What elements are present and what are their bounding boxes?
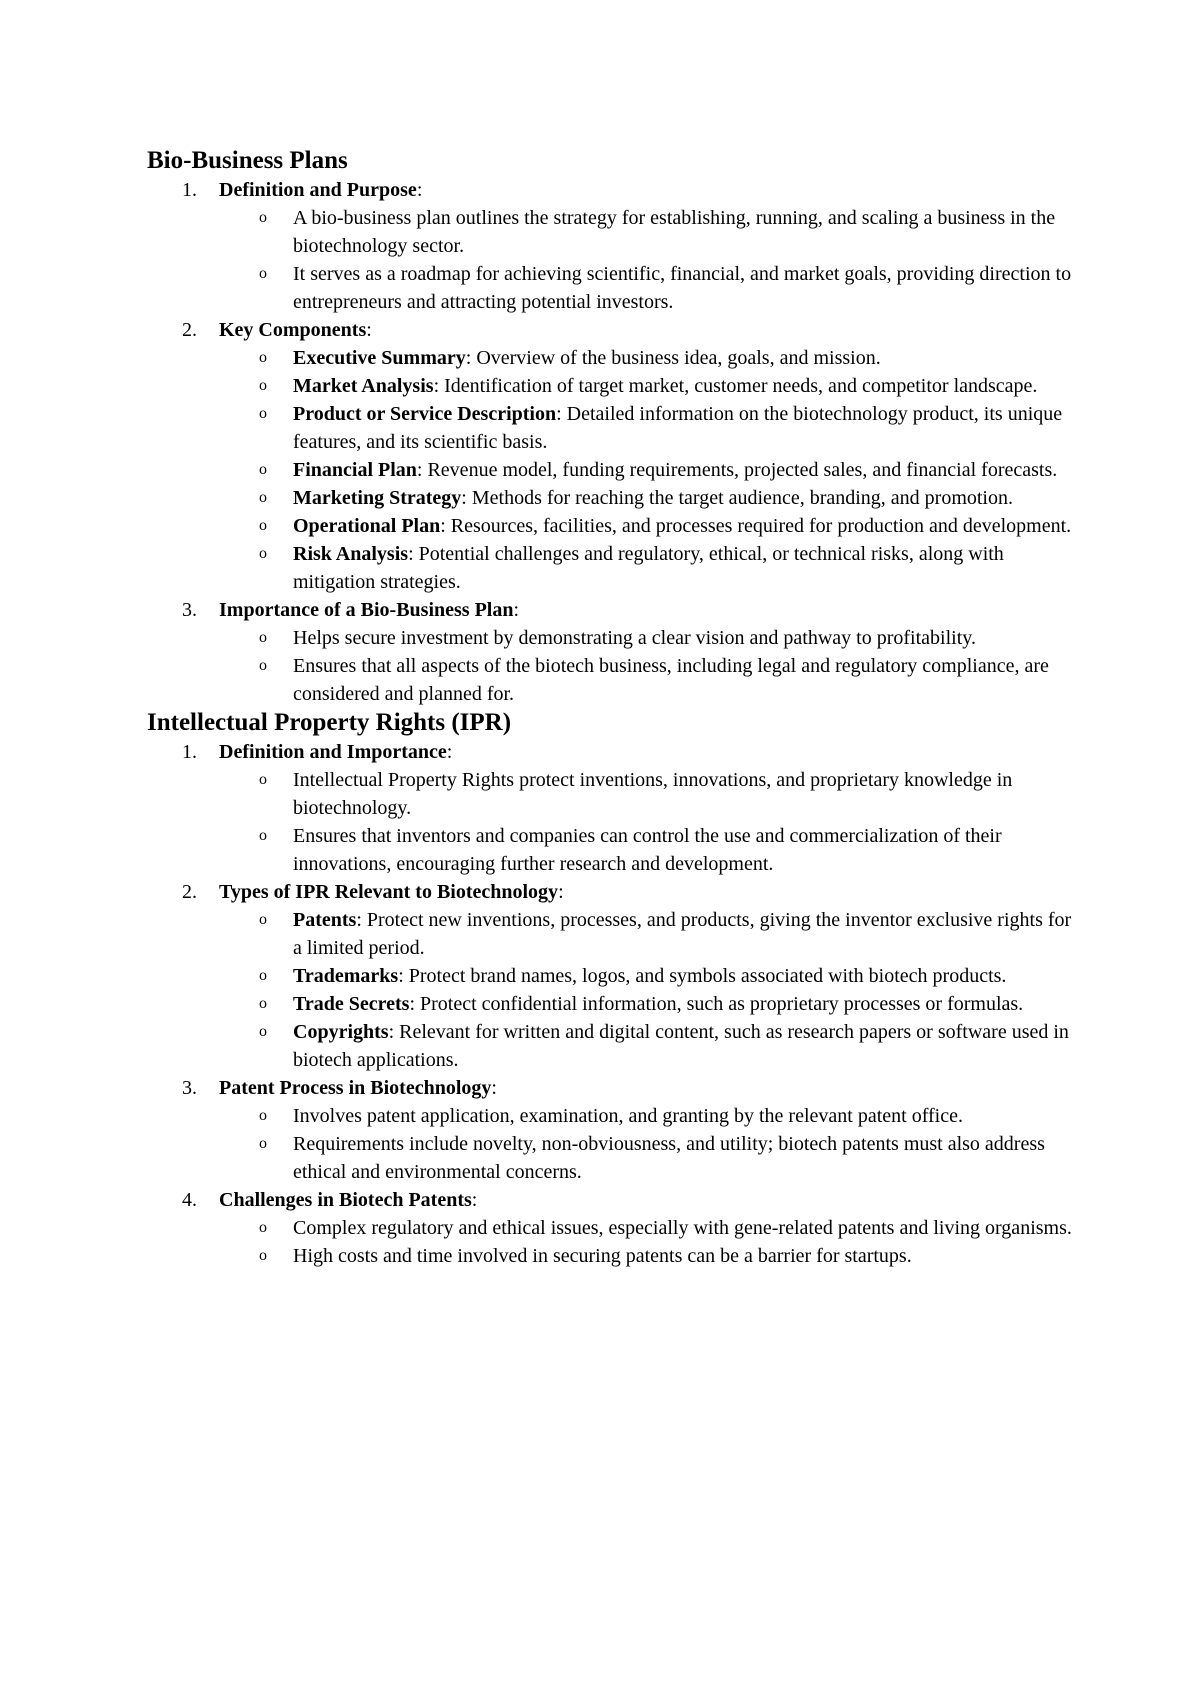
bullet-term-separator: :: [416, 459, 428, 481]
bullet-list: [219, 766, 1077, 878]
bullet-circle-icon: o: [259, 657, 267, 674]
bullet-term: Financial Plan: [293, 459, 417, 481]
bullet-circle-icon: o: [259, 489, 267, 506]
bullet-item: [219, 372, 1073, 400]
section-heading: Bio-Business Plans: [147, 147, 348, 174]
bullet-circle-icon: o: [259, 1023, 267, 1040]
numbered-list-item: [147, 1074, 1077, 1186]
bullet-term: Marketing Strategy: [293, 487, 462, 509]
bullet-item: [219, 906, 1073, 962]
bullet-circle-icon: o: [259, 1107, 267, 1124]
bullet-circle-icon: o: [259, 209, 267, 226]
bullet-circle-icon: o: [259, 771, 267, 788]
bullet-circle-icon: o: [259, 545, 267, 562]
numbered-list-item: [147, 316, 1077, 596]
document-page: [147, 146, 1077, 1270]
bullet-term-separator: :: [356, 909, 367, 931]
bullet-text: Detailed information on the biotechnology product, its unique features, and its scientific basis.: [293, 403, 1063, 453]
bullet-term-separator: :: [409, 993, 421, 1015]
bullet-item: [219, 1242, 1073, 1270]
bullet-term-separator: :: [388, 1021, 400, 1043]
bullet-text: Helps secure investment by demonstrating a clear vision and pathway to profitability.: [293, 627, 976, 649]
bullet-text: Requirements include novelty, non-obviousness, and utility; biotech patents must also address ethical and environmental concerns.: [293, 1133, 1045, 1183]
bullet-item: [219, 1102, 1073, 1130]
bullet-text: Identification of target market, customer needs, and competitor landscape.: [444, 375, 1038, 397]
bullet-text: Involves patent application, examination, and granting by the relevant patent office.: [293, 1105, 963, 1127]
bullet-item: [219, 1018, 1073, 1074]
bullet-term-separator: :: [465, 347, 477, 369]
list-number: 3.: [182, 1077, 197, 1099]
bullet-text: Potential challenges and regulatory, ethical, or technical risks, along with mitigation strategies.: [293, 543, 1004, 593]
numbered-list-item: [147, 596, 1077, 708]
bullet-item: [219, 822, 1073, 878]
bullet-text: High costs and time involved in securing patents can be a barrier for startups.: [293, 1245, 912, 1267]
item-title-colon: :: [558, 881, 564, 903]
bullet-term: Operational Plan: [293, 515, 441, 537]
list-number: 2.: [182, 881, 197, 903]
bullet-text: Protect brand names, logos, and symbols associated with biotech products.: [408, 965, 1007, 987]
bullet-term-separator: :: [408, 543, 419, 565]
item-title: Definition and Purpose: [219, 179, 417, 201]
numbered-list: [147, 176, 1077, 708]
item-title-colon: :: [416, 179, 423, 201]
item-title-colon: :: [446, 741, 453, 763]
bullet-list: [219, 624, 1077, 708]
bullet-item: [219, 990, 1073, 1018]
bullet-circle-icon: o: [259, 1247, 267, 1264]
bullet-item: [219, 1130, 1073, 1186]
item-title-colon: :: [513, 599, 520, 621]
numbered-list-item: [147, 1186, 1077, 1270]
item-title-colon: :: [366, 319, 372, 341]
bullet-list: [219, 906, 1077, 1074]
bullet-item: [219, 1214, 1073, 1242]
bullet-item: [219, 652, 1073, 708]
numbered-list-item: [147, 878, 1077, 1074]
bullet-circle-icon: o: [259, 827, 267, 844]
bullet-circle-icon: o: [259, 349, 267, 366]
bullet-term: Product or Service Description: [293, 403, 557, 425]
bullet-term-separator: :: [440, 515, 451, 537]
bullet-circle-icon: o: [259, 1135, 267, 1152]
bullet-text: Protect new inventions, processes, and products, giving the inventor exclusive rights for a limited period.: [293, 909, 1072, 959]
list-number: 4.: [182, 1189, 197, 1211]
bullet-item: [219, 456, 1073, 484]
bullet-text: Protect confidential information, such as proprietary processes or formulas.: [420, 993, 1024, 1015]
bullet-term: Patents: [293, 909, 357, 931]
item-title: Patent Process in Biotechnology: [219, 1077, 492, 1099]
bullet-text: Overview of the business idea, goals, and mission.: [476, 347, 881, 369]
section-heading: Intellectual Property Rights (IPR): [147, 709, 512, 736]
bullet-circle-icon: o: [259, 517, 267, 534]
numbered-list: [147, 738, 1077, 1270]
bullet-text: Complex regulatory and ethical issues, especially with gene-related patents and living organisms.: [293, 1217, 1072, 1239]
bullet-circle-icon: o: [259, 995, 267, 1012]
bullet-text: Ensures that inventors and companies can control the use and commercialization of their innovations, encouraging further research and development.: [293, 825, 1002, 875]
bullet-text: Resources, facilities, and processes required for production and development.: [450, 515, 1072, 537]
bullet-text: Revenue model, funding requirements, projected sales, and financial forecasts.: [427, 459, 1058, 481]
bullet-item: [219, 400, 1073, 456]
bullet-term: Market Analysis: [293, 375, 434, 397]
bullet-circle-icon: o: [259, 1219, 267, 1236]
bullet-item: [219, 344, 1073, 372]
bullet-text: Ensures that all aspects of the biotech business, including legal and regulatory compliance, are considered and planned for.: [293, 655, 1049, 705]
numbered-list-item: [147, 738, 1077, 878]
item-title: Challenges in Biotech Patents: [219, 1189, 472, 1211]
bullet-term: Risk Analysis: [293, 543, 409, 565]
numbered-list-item: [147, 176, 1077, 316]
bullet-text: Methods for reaching the target audience, branding, and promotion.: [471, 487, 1013, 509]
bullet-circle-icon: o: [259, 265, 267, 282]
bullet-circle-icon: o: [259, 629, 267, 646]
bullet-item: [219, 512, 1073, 540]
item-title: Types of IPR Relevant to Biotechnology: [219, 881, 559, 903]
bullet-list: [219, 344, 1077, 596]
item-title-colon: :: [471, 1189, 478, 1211]
bullet-item: [219, 260, 1073, 316]
bullet-item: [219, 766, 1073, 822]
bullet-text: A bio-business plan outlines the strategy for establishing, running, and scaling a business in the biotechnology sector.: [293, 207, 1056, 257]
bullet-text: It serves as a roadmap for achieving scientific, financial, and market goals, providing direction to entrepreneurs and attracting potential investors.: [293, 263, 1072, 313]
bullet-circle-icon: o: [259, 377, 267, 394]
bullet-term: Trade Secrets: [293, 993, 410, 1015]
bullet-circle-icon: o: [259, 461, 267, 478]
bullet-item: [219, 484, 1073, 512]
bullet-item: [219, 624, 1073, 652]
item-title-colon: :: [491, 1077, 497, 1099]
item-title: Definition and Importance: [219, 741, 447, 763]
item-title: Key Components: [219, 319, 367, 341]
bullet-circle-icon: o: [259, 405, 267, 422]
list-number: 1.: [182, 179, 197, 201]
bullet-term: Trademarks: [293, 965, 399, 987]
bullet-term: Executive Summary: [293, 347, 466, 369]
bullet-text: Relevant for written and digital content, such as research papers or software used in biotech applications.: [293, 1021, 1069, 1071]
bullet-list: [219, 1102, 1077, 1186]
bullet-list: [219, 204, 1077, 316]
bullet-circle-icon: o: [259, 967, 267, 984]
bullet-circle-icon: o: [259, 911, 267, 928]
bullet-term-separator: :: [398, 965, 409, 987]
list-number: 2.: [182, 319, 197, 341]
bullet-list: [219, 1214, 1077, 1270]
bullet-term-separator: :: [433, 375, 445, 397]
list-number: 1.: [182, 741, 197, 763]
list-number: 3.: [182, 599, 197, 621]
bullet-item: [219, 204, 1073, 260]
item-title: Importance of a Bio-Business Plan: [219, 599, 514, 621]
bullet-item: [219, 962, 1073, 990]
bullet-term: Copyrights: [293, 1021, 389, 1043]
bullet-term-separator: :: [556, 403, 567, 425]
bullet-item: [219, 540, 1073, 596]
bullet-text: Intellectual Property Rights protect inventions, innovations, and proprietary knowledge in biotechnology.: [293, 769, 1013, 819]
bullet-term-separator: :: [461, 487, 472, 509]
